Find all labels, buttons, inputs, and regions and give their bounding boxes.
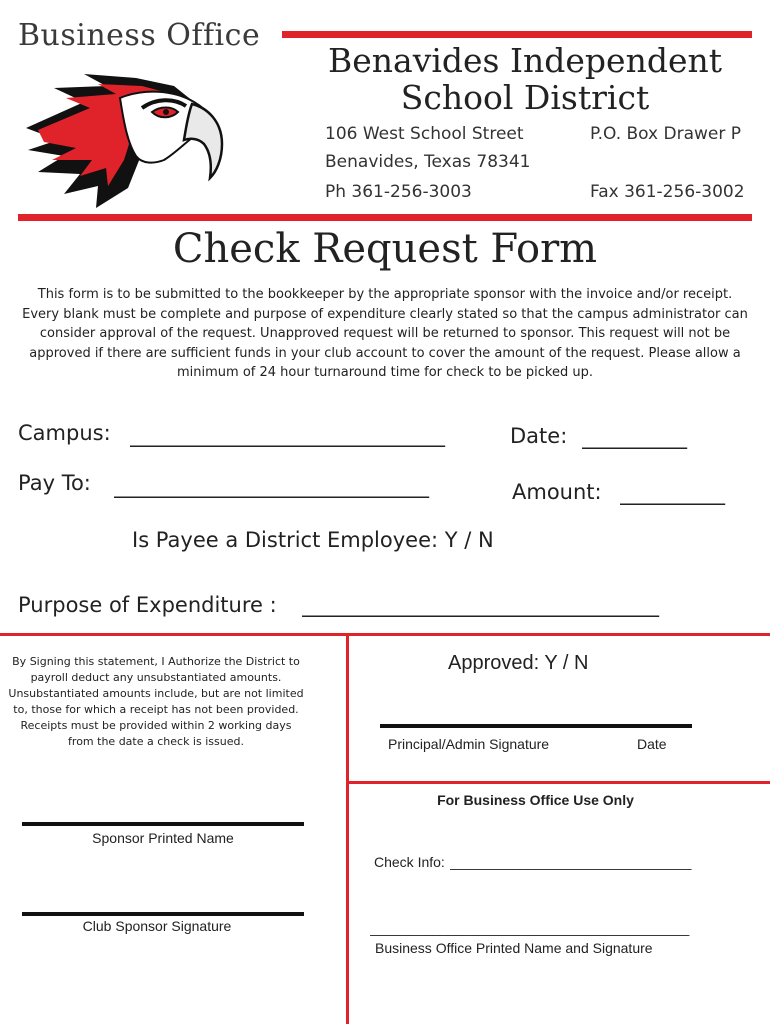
authorization-statement: By Signing this statement, I Authorize the District to payroll deduct any unsubstantiated amounts. Unsubstantiated amounts include, but are not limited to, those for which a receipt has not been provided. Receipts must be provided within 2 working days from the date a check is issued. [8,655,304,748]
campus-label: Campus: [18,421,111,445]
header-bottom-red-bar [18,214,752,221]
section-divider-top [0,633,770,636]
district-name [290,42,760,116]
business-office-signature-field[interactable]: _________________________________________ [370,920,690,936]
purpose-field[interactable]: __________________________________ [302,593,659,617]
sponsor-printed-name-label: Sponsor Printed Name [92,830,234,846]
club-sponsor-signature-label: Club Sponsor Signature [82,918,232,934]
principal-signature-label: Principal/Admin Signature [388,736,550,752]
principal-signature-line[interactable] [380,724,692,728]
eagle-head-logo [24,68,224,210]
form-instructions: This form is to be submitted to the bookkeeper by the appropriate sponsor with the invoice and/or receipt. Every blank must be complete and purpose of expenditure clearly stated so that the campus administrator can consider approval of the request. Unapproved request will be returned to sponsor. This request will not be approved if there are sufficient funds in your club account to cover the amount of the request. Please allow a minimum of 24 hour turnaround time for check to be picked up. [22,287,748,380]
form-title: Check Request Form [172,226,598,272]
check-info-field[interactable]: _______________________________ [450,854,692,870]
district-employee-question[interactable]: Is Payee a District Employee: Y / N [132,528,494,552]
district-name-line2: School District [400,78,650,117]
amount-label: Amount: [512,480,602,504]
fax-number: Fax 361-256-3002 [590,182,745,202]
date-field[interactable]: __________ [582,425,687,449]
section-divider-right [349,781,770,784]
approval-date-label: Date [637,736,667,752]
check-info-label: Check Info: [374,854,445,870]
amount-field[interactable]: __________ [620,481,725,505]
pay-to-field[interactable]: ______________________________ [114,474,429,498]
po-box: P.O. Box Drawer P [590,124,742,144]
business-office-signature-label: Business Office Printed Name and Signature [375,940,653,956]
date-label: Date: [510,424,568,448]
purpose-label: Purpose of Expenditure : [18,593,277,617]
phone-number: Ph 361-256-3003 [325,182,472,202]
section-divider-vertical [346,636,349,1024]
office-use-heading: For Business Office Use Only [437,792,634,808]
address-city: Benavides, Texas 78341 [325,152,531,172]
address-street: 106 West School Street [325,124,524,144]
business-office-title: Business Office [18,18,261,53]
district-name-line1: Benavides Independent [327,41,722,80]
header-top-red-bar [282,31,752,38]
sponsor-printed-name-line[interactable] [22,822,304,826]
campus-field[interactable]: ______________________________ [130,423,445,447]
approved-question[interactable]: Approved: Y / N [448,652,589,674]
club-sponsor-signature-line[interactable] [22,912,304,916]
pay-to-label: Pay To: [18,471,91,495]
